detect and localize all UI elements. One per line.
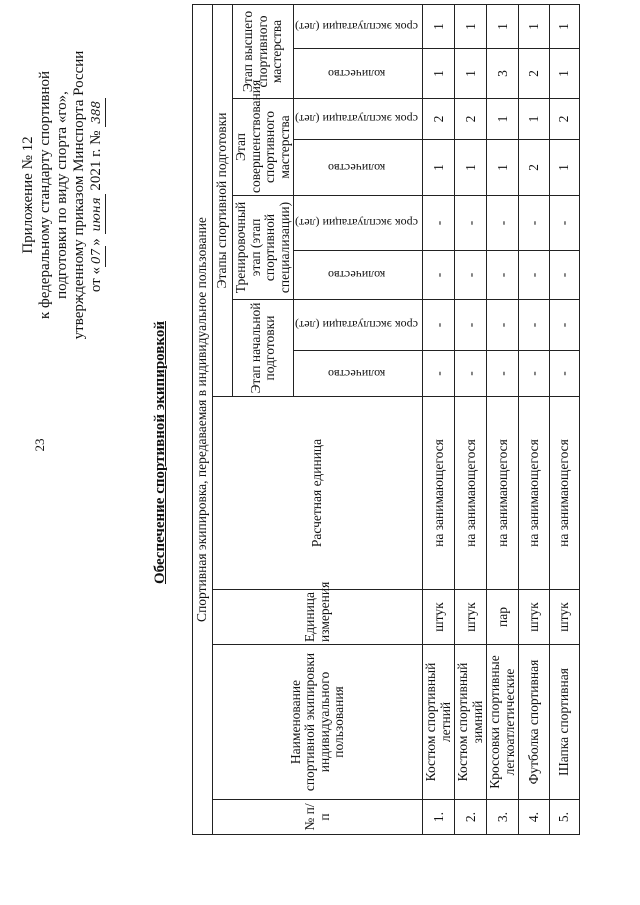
table-row <box>423 5 455 835</box>
handwritten-month: июня <box>88 194 106 234</box>
table-row <box>519 5 550 835</box>
cell-term: - <box>487 196 519 251</box>
cell-unit: штук <box>423 590 455 645</box>
table-row <box>487 5 519 835</box>
subheader-qty <box>294 251 423 300</box>
cell-quantity: - <box>423 351 455 397</box>
stage-header-highest: Этап высшего спортивного мастерства <box>233 5 294 99</box>
col-header-num: № п/п <box>213 800 423 835</box>
subheader-term <box>294 5 423 49</box>
stage-header-training: Тренировочный этап (этап спортивной специализации) <box>233 196 294 300</box>
subheader-qty-label: количество <box>327 67 386 81</box>
cell-quantity: - <box>423 251 455 300</box>
cell-term: - <box>549 196 580 251</box>
handwritten-day: 07 <box>88 246 106 267</box>
cell-term: - <box>455 300 487 351</box>
subheader-term-label: срок эксплуатации (лет) <box>295 318 418 333</box>
cell-unit: штук <box>455 590 487 645</box>
cell-quantity: 3 <box>487 49 519 99</box>
stage-header-improvement: Этап совершенствования спортивного мастерства <box>233 99 294 196</box>
cell-calc: на занимающегося <box>519 397 550 590</box>
cell-term: 2 <box>423 99 455 140</box>
cell-name: Костюм спортивный летний <box>423 645 455 800</box>
subheader-term <box>294 99 423 140</box>
cell-term: 1 <box>549 5 580 49</box>
table-top-header: Спортивная экипировка, передаваемая в индивидуальное пользование <box>193 5 213 835</box>
cell-term: - <box>487 300 519 351</box>
cell-term: 1 <box>487 5 519 49</box>
cell-term: - <box>549 300 580 351</box>
cell-calc: на занимающегося <box>549 397 580 590</box>
cell-num: 1. <box>423 800 455 835</box>
cell-num: 3. <box>487 800 519 835</box>
cell-unit: пар <box>487 590 519 645</box>
subheader-qty <box>294 49 423 99</box>
subheader-term-label: срок эксплуатации (лет) <box>295 112 418 127</box>
col-header-calc: Расчетная единица <box>213 397 423 590</box>
cell-quantity: 1 <box>487 140 519 196</box>
col-header-name: Наименование спортивной экипировки индивидуального пользования <box>213 645 423 800</box>
cell-calc: на занимающегося <box>423 397 455 590</box>
cell-quantity: 2 <box>519 49 550 99</box>
cell-quantity: - <box>455 251 487 300</box>
subheader-term <box>294 300 423 351</box>
cell-term: 1 <box>487 99 519 140</box>
subheader-term-label: срок эксплуатации (лет) <box>295 216 418 231</box>
stage-header-initial: Этап начальной подготовки <box>233 300 294 397</box>
table-row <box>549 5 580 835</box>
cell-calc: на занимающегося <box>455 397 487 590</box>
subheader-qty <box>294 140 423 196</box>
cell-quantity: - <box>519 351 550 397</box>
date-mid: » <box>88 234 104 246</box>
appendix-block <box>20 45 106 345</box>
cell-quantity: 2 <box>519 140 550 196</box>
cell-term: - <box>519 196 550 251</box>
subheader-qty-label: количество <box>327 367 386 381</box>
cell-quantity: 1 <box>423 49 455 99</box>
table-row <box>455 5 487 835</box>
cell-term: 2 <box>455 99 487 140</box>
subheader-term-label: срок эксплуатации (лет) <box>295 20 418 34</box>
cell-name: Футболка спортивная <box>519 645 550 800</box>
cell-quantity: - <box>455 351 487 397</box>
appendix-line-4: утвержденному приказом Минспорта России <box>71 50 87 340</box>
subheader-qty-label: количество <box>327 268 386 283</box>
cell-name: Кроссовки спортивные легкоатлетические <box>487 645 519 800</box>
cell-quantity: 1 <box>423 140 455 196</box>
subheader-qty-label: количество <box>327 161 386 175</box>
cell-num: 2. <box>455 800 487 835</box>
cell-name: Костюм спортивный зимний <box>455 645 487 800</box>
cell-quantity: - <box>549 351 580 397</box>
cell-calc: на занимающегося <box>487 397 519 590</box>
cell-term: - <box>423 196 455 251</box>
appendix-line-5 <box>88 45 106 345</box>
cell-term: - <box>423 300 455 351</box>
appendix-line-1: Приложение № 12 <box>20 136 36 254</box>
page-number: 23 <box>32 438 47 452</box>
stages-header: Этапы спортивной подготовки <box>213 5 233 397</box>
appendix-line-2: к федеральному стандарту спортивной <box>37 70 53 320</box>
cell-term: 1 <box>519 99 550 140</box>
subheader-qty <box>294 351 423 397</box>
cell-name: Шапка спортивная <box>549 645 580 800</box>
col-header-unit: Единица измерения <box>213 590 423 645</box>
cell-quantity: 1 <box>455 140 487 196</box>
cell-term: 1 <box>519 5 550 49</box>
cell-unit: штук <box>519 590 550 645</box>
cell-quantity: - <box>549 251 580 300</box>
cell-quantity: - <box>519 251 550 300</box>
cell-term: - <box>455 196 487 251</box>
appendix-line-3: подготовки по виду спорта «го», <box>54 91 70 299</box>
cell-quantity: 1 <box>549 49 580 99</box>
subheader-term <box>294 196 423 251</box>
cell-quantity: - <box>487 251 519 300</box>
cell-term: 2 <box>549 99 580 140</box>
cell-quantity: 1 <box>455 49 487 99</box>
document-title: Обеспечение спортивной экипировкой <box>152 321 168 585</box>
cell-quantity: 1 <box>549 140 580 196</box>
cell-num: 4. <box>519 800 550 835</box>
date-prefix: от « <box>88 267 104 293</box>
cell-quantity: - <box>487 351 519 397</box>
cell-num: 5. <box>549 800 580 835</box>
handwritten-order-number: 388 <box>88 98 106 127</box>
date-year: 2021 г. № <box>88 126 104 195</box>
cell-term: 1 <box>423 5 455 49</box>
cell-term: 1 <box>455 5 487 49</box>
cell-unit: штук <box>549 590 580 645</box>
equipment-table <box>192 4 580 835</box>
cell-term: - <box>519 300 550 351</box>
